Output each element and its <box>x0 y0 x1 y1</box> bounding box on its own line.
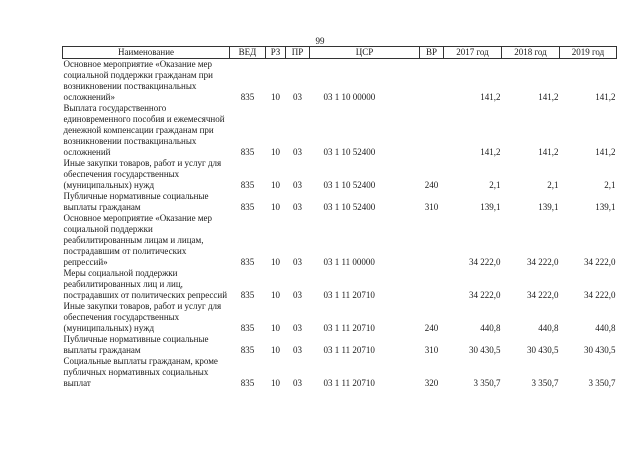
row-ved: 835 <box>240 147 255 157</box>
row-ved: 835 <box>240 202 255 212</box>
row-2018: 141,2 <box>538 92 559 102</box>
row-ved: 835 <box>240 290 255 300</box>
row-2017: 141,2 <box>480 92 501 102</box>
row-ved: 835 <box>240 92 255 102</box>
column-header-ved: ВЕД <box>230 47 266 59</box>
row-ved: 835 <box>240 257 255 267</box>
row-2019: 440,8 <box>595 323 616 333</box>
row-ved: 835 <box>240 345 255 355</box>
row-name: Меры социальной поддержки реабилитированных лиц и лиц, пострадавших от политических репрессий <box>63 268 228 300</box>
row-vr: 320 <box>424 378 439 388</box>
row-csr: 03 1 11 20710 <box>323 345 375 355</box>
row-pr: 03 <box>293 147 302 157</box>
row-2018: 34 222,0 <box>527 257 559 267</box>
row-rz: 10 <box>271 147 280 157</box>
row-2018: 440,8 <box>538 323 559 333</box>
row-pr: 03 <box>293 323 302 333</box>
row-rz: 10 <box>271 92 280 102</box>
row-name: Иные закупки товаров, работ и услуг для обеспечения государственных (муниципальных) нужд <box>63 158 222 190</box>
table-row <box>63 191 617 213</box>
row-2018: 34 222,0 <box>527 290 559 300</box>
row-vr: 240 <box>424 180 439 190</box>
table-row <box>63 334 617 356</box>
row-2018: 2,1 <box>547 180 559 190</box>
row-2017: 34 222,0 <box>469 290 501 300</box>
row-csr: 03 1 11 20710 <box>323 323 375 333</box>
row-name: Публичные нормативные социальные выплаты гражданам <box>63 191 209 212</box>
column-header-2019: 2019 год <box>560 47 617 59</box>
row-2019: 30 430,5 <box>584 345 616 355</box>
row-2018: 139,1 <box>538 202 559 212</box>
table-row <box>63 103 617 158</box>
row-2017: 34 222,0 <box>469 257 501 267</box>
row-rz: 10 <box>271 180 280 190</box>
row-csr: 03 1 11 20710 <box>323 290 375 300</box>
row-rz: 10 <box>271 202 280 212</box>
row-2017: 2,1 <box>489 180 501 190</box>
row-csr: 03 1 10 52400 <box>323 202 376 212</box>
budget-table <box>62 46 617 389</box>
row-2019: 3 350,7 <box>588 378 616 388</box>
row-csr: 03 1 10 00000 <box>323 92 376 102</box>
row-name: Публичные нормативные социальные выплаты гражданам <box>63 334 209 355</box>
row-ved: 835 <box>240 378 255 388</box>
row-2019: 2,1 <box>604 180 616 190</box>
row-2019: 34 222,0 <box>584 290 616 300</box>
row-name: Выплата государственного единовременного пособия и ежемесячной денежной компенсации гражданам при возникновении поствакцинальных осложнений <box>63 103 225 157</box>
row-vr: 310 <box>424 202 439 212</box>
column-header-2017: 2017 год <box>444 47 502 59</box>
row-csr: 03 1 10 52400 <box>323 147 376 157</box>
row-rz: 10 <box>271 290 280 300</box>
row-pr: 03 <box>293 345 302 355</box>
row-ved: 835 <box>240 180 255 190</box>
table-row <box>63 268 617 301</box>
row-name: Иные закупки товаров, работ и услуг для обеспечения государственных (муниципальных) нужд <box>63 301 222 333</box>
table-row <box>63 213 617 268</box>
row-name: Социальные выплаты гражданам, кроме публичных нормативных социальных выплат <box>63 356 218 388</box>
row-name: Основное мероприятие «Оказание мер социальной поддержки реабилитированным лицам и лицам, пострадавшим от политических репрессий» <box>63 213 213 267</box>
row-2019: 141,2 <box>595 147 616 157</box>
table-row <box>63 301 617 334</box>
row-pr: 03 <box>293 92 302 102</box>
row-2018: 141,2 <box>538 147 559 157</box>
row-2017: 141,2 <box>480 147 501 157</box>
row-ved: 835 <box>240 323 255 333</box>
column-header-vr: ВР <box>420 47 444 59</box>
row-vr <box>420 213 444 268</box>
row-pr: 03 <box>293 378 302 388</box>
row-pr: 03 <box>293 180 302 190</box>
page-number: 99 <box>315 36 325 46</box>
row-vr: 240 <box>424 323 439 333</box>
row-2019: 139,1 <box>595 202 616 212</box>
row-pr: 03 <box>293 257 302 267</box>
row-rz: 10 <box>271 257 280 267</box>
column-header-name: Наименование <box>63 47 230 59</box>
column-header-2018: 2018 год <box>502 47 560 59</box>
column-header-csr: ЦСР <box>310 47 420 59</box>
table-row <box>63 59 617 104</box>
row-name: Основное мероприятие «Оказание мер социальной поддержки гражданам при возникновении поствакцинальных осложнений» <box>63 59 213 102</box>
row-rz: 10 <box>271 323 280 333</box>
table-row <box>63 356 617 389</box>
row-csr: 03 1 11 00000 <box>323 257 375 267</box>
row-csr: 03 1 11 20710 <box>323 378 375 388</box>
row-csr: 03 1 10 52400 <box>323 180 376 190</box>
row-2017: 139,1 <box>480 202 501 212</box>
row-pr: 03 <box>293 290 302 300</box>
row-vr <box>420 59 444 104</box>
row-rz: 10 <box>271 378 280 388</box>
row-2017: 30 430,5 <box>469 345 501 355</box>
table-header-row <box>63 47 617 59</box>
row-vr <box>420 268 444 301</box>
row-2018: 30 430,5 <box>527 345 559 355</box>
row-2017: 440,8 <box>480 323 501 333</box>
row-pr: 03 <box>293 202 302 212</box>
table-row <box>63 158 617 191</box>
row-vr <box>420 103 444 158</box>
row-2017: 3 350,7 <box>473 378 501 388</box>
row-vr: 310 <box>424 345 439 355</box>
column-header-pr: ПР <box>286 47 310 59</box>
row-2019: 34 222,0 <box>584 257 616 267</box>
row-rz: 10 <box>271 345 280 355</box>
row-2018: 3 350,7 <box>531 378 559 388</box>
row-2019: 141,2 <box>595 92 616 102</box>
column-header-rz: РЗ <box>266 47 286 59</box>
